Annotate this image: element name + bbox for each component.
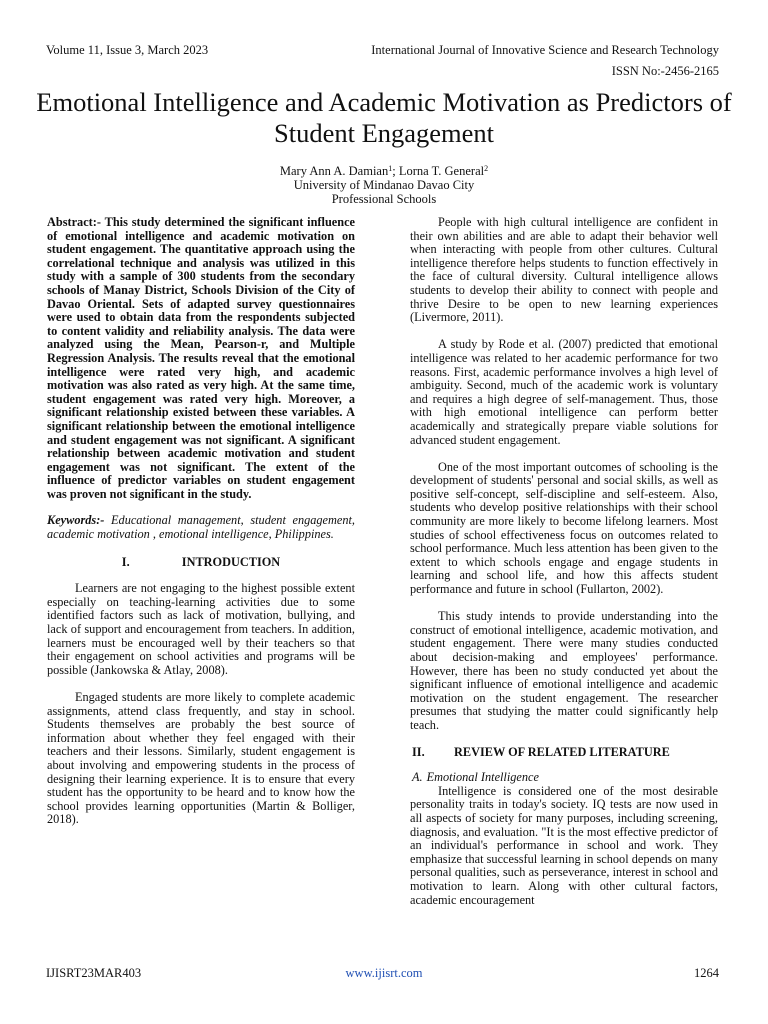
author-separator: ; — [392, 164, 399, 178]
journal-issn: ISSN No:-2456-2165 — [611, 64, 719, 78]
website-link[interactable]: www.ijisrt.com — [345, 966, 423, 980]
keywords-text: Educational management, student engagement, academic motivation , emotional intelligence, Philippines. — [47, 513, 355, 542]
affiliation: University of Mindanao Davao City — [293, 178, 475, 192]
author-name: Mary Ann A. Damian — [279, 164, 389, 178]
left-column — [47, 216, 355, 827]
right-column — [410, 216, 718, 907]
journal-name: International Journal of Innovative Science and Research Technology — [371, 43, 719, 57]
journal-volume: Volume 11, Issue 3, March 2023 — [46, 43, 209, 57]
paper-title: Emotional Intelligence and Academic Motivation as Predictors of Student Engagement — [36, 87, 732, 148]
section-title: REVIEW OF RELATED LITERATURE — [454, 744, 670, 759]
body-paragraph: Engaged students are more likely to complete academic assignments, attend class frequently, and stay in school. Students themselves are probably the best source of information about whether they feel engaged with their teachers and their lessons. Similarly, student engagement is about involving and empowering students in the process of designing their learning experience. It is to ensure that every student has the opportunity to be heard and to know how the school provides learning opportunities (Martin & Bolliger, 2018). — [47, 690, 355, 827]
body-paragraph: Intelligence is considered one of the most desirable personality traits in today's society. IQ tests are now used in all aspects of society for many purposes, including screening, diagnosis, and evaluation. "It is the most effective predictor of an individual's performance in school and work. They emphasize that successful learning in school depends on many personal qualities, such as perseverance, interest in school and motivation to learn. Along with other cultural factors, academic encouragement — [410, 783, 718, 907]
section-heading-review — [410, 746, 718, 760]
subsection-title: Emotional Intelligence — [426, 770, 539, 785]
page-number: 1264 — [694, 966, 719, 980]
paper-id: IJISRT23MAR403 — [46, 966, 142, 980]
section-title: INTRODUCTION — [181, 554, 281, 569]
body-paragraph: One of the most important outcomes of schooling is the development of students' personal and social skills, as well as positive self-concept, self-discipline and self-esteem. Also, students who develop positive relationships with their school community are more likely to become lifelong learners. Most studies of school effectiveness focus on outcomes related to school performance. Much less attention has been given to the extent to which schools engage and engage students in learning and school life, and how this affects student performance and future in school (Fullarton, 2002). — [410, 459, 718, 597]
keywords-label: Keywords:- — [47, 513, 105, 528]
body-paragraph: People with high cultural intelligence are confident in their own abilities and are able to adapt their behavior well when interacting with people from other cultures. Cultural intelligence therefore helps students to function effectively in the face of cultural diversity. Cultural intelligence allows students to develop their ability to connect with people and thrive Desire to be open to new learning experiences (Livermore, 2011). — [410, 215, 718, 325]
subsection-label: A. — [412, 770, 423, 785]
author-affiliation-mark: 2 — [484, 164, 489, 173]
author-name: Lorna T. General — [398, 164, 485, 178]
section-number: II. — [412, 744, 425, 759]
body-paragraph: Learners are not engaging to the highest possible extent especially on teaching-learning activities due to some identified factors such as lack of motivation, bullying, and lack of support and encouragement from teachers. In addition, learners must be encouraged well by their teachers so that their engagement on school activities and programs will be possible (Jankowska & Atlay, 2008). — [47, 581, 355, 677]
section-number: I. — [121, 554, 130, 569]
abstract: Abstract:- This study determined the significant influence of emotional intelligence and academic motivation on student engagement. The quantitative approach using the correlational technique and analysis was utilized in this study with a sample of 300 students from the secondary schools of Manay District, Schools Division of the City of Davao Oriental. Sets of adapted survey questionnaires were used to obtain data from the respondents subjected to content validity and reliability analysis. The data were analyzed using the Mean, Pearson-r, and Multiple Regression Analysis. The results reveal that the emotional intelligence were rated very high, and academic motivation was also rated as very high. At the same time, student engagement was rated very high. Moreover, a significant relationship existed between these variables. A significant relationship between the emotional intelligence and student engagement was not significant. A significant relationship between academic motivation and student engagement was not significant. The extent of the influence of predictor variables on student engagement was proven not significant in the study. — [47, 215, 355, 501]
keywords — [47, 514, 355, 541]
author-affiliation-mark: 1 — [388, 164, 393, 173]
affiliation: Professional Schools — [331, 192, 437, 206]
section-heading-introduction — [47, 556, 355, 570]
subsection-heading — [410, 771, 718, 785]
body-paragraph: This study intends to provide understanding into the construct of emotional intelligence, academic motivation, and student engagement. There were many studies conducted about decision-making and employees' performance. However, there has been no study conducted yet about the significant influence of emotional intelligence and academic motivation on the student engagement. The researcher presumes that studying the matter could significantly help teach. — [410, 609, 718, 732]
author-line — [0, 164, 768, 178]
body-paragraph: A study by Rode et al. (2007) predicted that emotional intelligence was related to her academic performance for two reasons. First, academic performance involves a high level of ambiguity. Second, much of the academic work is voluntary and requires a high degree of self-management. Thus, those with high emotional intelligence can perform better academically and strategically prepare viable solutions for advanced student engagement. — [410, 337, 718, 447]
author-block — [0, 164, 768, 206]
